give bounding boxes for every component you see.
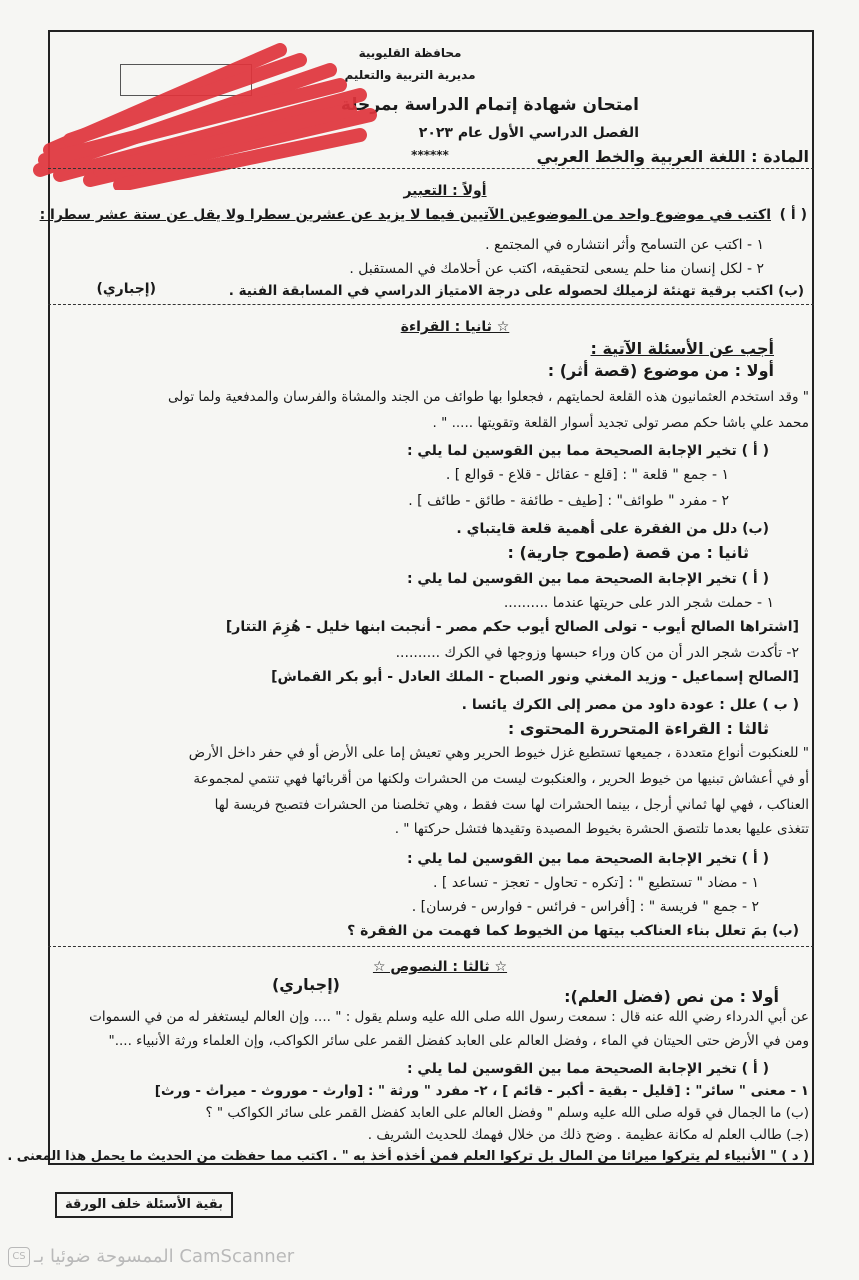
reading2-qb: ( ب ) علل : عودة داود من مصر إلى الكرك يائسا . [461, 697, 799, 713]
reading2-qa1: ١ - حملت شجر الدر على حريتها عندما .......... [503, 595, 774, 611]
reading2-qa2: ٢- تأكدت شجر الدر أن من كان وراء حبسها وزوجها في الكرك .......... [395, 645, 799, 661]
reading3-qa1: ١ - مضاد " تستطيع " : [تكره - تحاول - تعجز - تساعد ] . [433, 875, 759, 891]
reading1-passage-line1: " وقد استخدم العثمانيون هذه القلعة لحمايتهم ، فجعلوا بها طوائف من الجند والمشاة والفرسان والمدفعية ولما تولى [168, 389, 809, 405]
reading3-passage-line2: أو في أعشاش تبنيها من خيوط الحرير ، والعنكبوت ليست من الحشرات ولكنها من أقربائها فهي تنتمي لمجموعة [193, 771, 809, 787]
reading1-qa2: ٢ - مفرد " طوائف" : [طيف - طائفة - طائق - طائف ] . [408, 493, 729, 509]
stars-decoration: ****** [411, 148, 449, 162]
section1-a-label: ( أ ) [779, 207, 807, 223]
section2-instruction: أجب عن الأسئلة الآتية : [590, 339, 774, 358]
reading1-qb: (ب) دلل من الفقرة على أهمية قلعة قايتباي . [456, 521, 769, 537]
section1-mandatory: (إجباري) [96, 281, 156, 297]
continue-note: بقية الأسئلة خلف الورقة [55, 1192, 233, 1218]
camscanner-text: الممسوحة ضوئيا بـ CamScanner [34, 1246, 295, 1267]
section3-mandatory: (إجباري) [271, 975, 340, 994]
section1-item1: ١ - اكتب عن التسامح وأثر انتشاره في المجتمع . [485, 237, 764, 253]
texts-qd: ( د ) " الأنبياء لم يتركوا ميراثا من المال بل تركوا العلم فمن أخذه أخذ به " . اكتب مما حفظت من الحديث ما يحمل هذا المعنى . [7, 1149, 809, 1164]
section1-item2: ٢ - لكل إنسان منا حلم يسعى لتحقيقه، اكتب عن أحلامك في المستقبل . [349, 261, 764, 277]
section1-a-text: اكتب في موضوع واحد من الموضوعين الآتيين فيما لا يزيد عن عشرين سطرا ولا يقل عن ستة عشر سطرا : [39, 207, 771, 223]
texts-qc: (جـ) طالب العلم له مكانة عظيمة . وضح ذلك من خلال فهمك للحديث الشريف . [367, 1127, 809, 1143]
texts-title: أولا : من نص (فضل العلم): [564, 987, 779, 1006]
reading1-passage-line2: محمد علي باشا حكم مصر تولى تجديد أسوار القلعة وتقويتها ..... " . [432, 415, 809, 431]
divider-3 [48, 946, 814, 947]
reading2-qa: ( أ ) تخير الإجابة الصحيحة مما بين القوسين لما يلي : [406, 571, 769, 587]
camscanner-logo-icon: CS [8, 1247, 30, 1267]
section2-heading: ☆ ثانيا : القراءة [400, 319, 510, 335]
texts-qb: (ب) ما الجمال في قوله صلى الله عليه وسلم " وفضل العالم على العابد كفضل القمر على سائر الكواكب " ؟ [205, 1105, 809, 1121]
directorate-label: مديرية التربية والتعليم [344, 68, 476, 82]
reading3-passage-line3: العناكب ، فهي لها ثماني أرجل ، بينما الحشرات لها ست فقط ، وهي تخلصنا من الحشرات فتصبح فريسة لها [214, 797, 809, 813]
reading3-qa: ( أ ) تخير الإجابة الصحيحة مما بين القوسين لما يلي : [406, 851, 769, 867]
texts-qa1: ١ - معنى " سائر" : [قليل - بقية - أكبر - قائم ] ، ٢- مفرد " ورثة " : [وارث - موروث - ميراث - ورث] [154, 1083, 809, 1099]
exam-title: امتحان شهادة إتمام الدراسة بمرحلة [340, 95, 639, 115]
texts-qa: ( أ ) تخير الإجابة الصحيحة مما بين القوسين لما يلي : [406, 1061, 769, 1077]
reading1-title: أولا : من موضوع (قصة أثر) : [547, 361, 774, 380]
section3-heading: ☆ ثالثا : النصوص ☆ [372, 959, 508, 975]
hadith-line1: عن أبي الدرداء رضي الله عنه قال : سمعت رسول الله صلى الله عليه وسلم يقول : " .... وإن العالم ليستغفر له من في السموات [89, 1009, 809, 1025]
section1-heading: أولاً : التعبير [403, 183, 487, 199]
divider-1 [48, 168, 814, 169]
reading3-qb: (ب) بمَ تعلل بناء العناكب بيتها من الخيوط كما فهمت من الفقرة ؟ [347, 923, 799, 939]
governorate-label: محافظة القليوبية [358, 46, 462, 60]
hadith-line2: ومن في الأرض حتى الحيتان في الماء ، وفضل العالم على العابد كفضل القمر على سائر الكواكب، وإن العلماء ورثة الأنبياء ...." [108, 1033, 809, 1049]
reading3-title: ثالثا : القراءة المتحررة المحتوى : [507, 719, 769, 738]
subject-label: المادة : اللغة العربية والخط العربي [536, 147, 809, 166]
reading2-title: ثانيا : من قصة (طموح جارية) : [507, 543, 749, 562]
reading2-qa1-options: [اشتراها الصالح أيوب - تولى الصالح أيوب حكم مصر - أنجبت ابنها خليل - هُزِمَ التتار] [225, 619, 799, 635]
reading2-qa2-options: [الصالح إسماعيل - وزيد المغني ونور الصباح - الملك العادل - أبو بكر القماش] [271, 669, 799, 685]
reading3-qa2: ٢ - جمع " فريسة " : [أفراس - فرائس - فوارس - فرسان] . [411, 899, 759, 915]
term-label: الفصل الدراسي الأول عام ٢٠٢٣ [418, 125, 639, 141]
reading1-qa: ( أ ) تخير الإجابة الصحيحة مما بين القوسين لما يلي : [406, 443, 769, 459]
section1-b-text: (ب) اكتب برقية تهنئة لزميلك لحصوله على درجة الامتياز الدراسي في المسابقة الفنية . [228, 283, 804, 299]
reading1-qa1: ١ - جمع " قلعة " : [قلع - عقائل - قلاع - قوالع ] . [445, 467, 729, 483]
reading3-passage-line4: تتغذى عليها بعدما تلتصق الحشرة بخيوط المصيدة وتقيدها فتشل حركتها " . [394, 821, 809, 837]
camscanner-watermark [8, 1246, 294, 1267]
divider-2 [48, 304, 814, 305]
reading3-passage-line1: " للعنكبوت أنواع متعددة ، جميعها تستطيع غزل خيوط الحرير وهي تعيش إما على الأرض أو في حفر داخل الأرض [188, 745, 809, 761]
